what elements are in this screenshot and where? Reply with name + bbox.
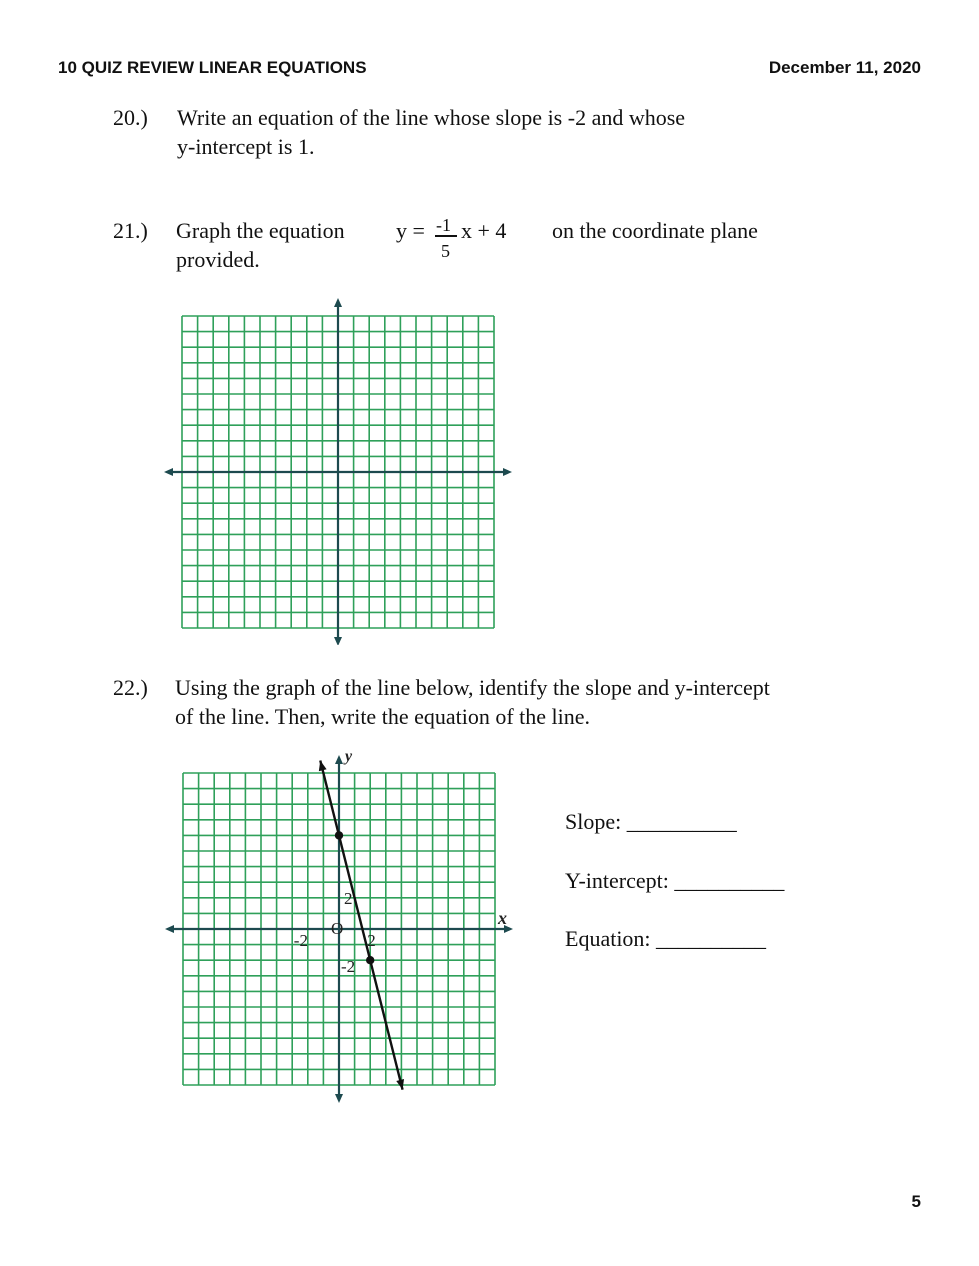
tick-label-y-pos: 2 [344, 888, 353, 908]
graph-point [366, 956, 374, 964]
document-date: December 11, 2020 [768, 58, 921, 77]
page-number: 5 [911, 1192, 921, 1211]
question-20-line-2: y-intercept is 1. [177, 134, 315, 159]
y-axis-label: y [345, 748, 353, 765]
x-axis-left-arrow [165, 925, 174, 933]
x-axis-left-arrow [164, 468, 173, 476]
tick-label-x-neg: -2 [293, 931, 308, 950]
x-axis-label: x [498, 908, 507, 928]
tick-label-x-pos: 2 [367, 931, 376, 950]
blank-coordinate-grid[interactable] [160, 295, 520, 645]
question-20-number: 20.) [113, 105, 148, 130]
y-intercept-answer-line[interactable]: Y-intercept: __________ [565, 868, 785, 893]
y-axis-top-arrow [334, 298, 342, 307]
line-graph [160, 745, 520, 1105]
question-20-line-1: Write an equation of the line whose slope is -2 and whose [177, 105, 686, 130]
fraction-bar [435, 235, 457, 237]
fraction-denominator: 5 [441, 241, 450, 261]
equation-prefix: y = [396, 218, 425, 243]
y-axis-bottom-arrow [335, 1094, 343, 1103]
question-22-line-1: Using the graph of the line below, identify the slope and y-intercept [175, 675, 770, 700]
question-21-text-b: on the coordinate plane [552, 218, 758, 243]
equation-answer-line[interactable]: Equation: __________ [565, 926, 767, 951]
slope-answer-line[interactable]: Slope: __________ [565, 809, 737, 834]
tick-label-y-neg: -2 [341, 957, 356, 977]
origin-label: O [331, 919, 344, 938]
question-21-number: 21.) [113, 218, 148, 243]
graph-point [335, 831, 343, 839]
fraction-numerator: -1 [436, 215, 451, 235]
question-21-line-2: provided. [176, 247, 260, 272]
question-22-number: 22.) [113, 675, 148, 700]
x-axis-right-arrow [503, 468, 512, 476]
question-22-line-2: of the line. Then, write the equation of the line. [175, 704, 591, 729]
y-axis-bottom-arrow [334, 637, 342, 645]
document-title: 10 QUIZ REVIEW LINEAR EQUATIONS [58, 58, 367, 77]
y-axis-top-arrow [335, 755, 343, 764]
equation-suffix: x + 4 [461, 218, 507, 243]
question-21-text-a: Graph the equation [176, 218, 345, 243]
